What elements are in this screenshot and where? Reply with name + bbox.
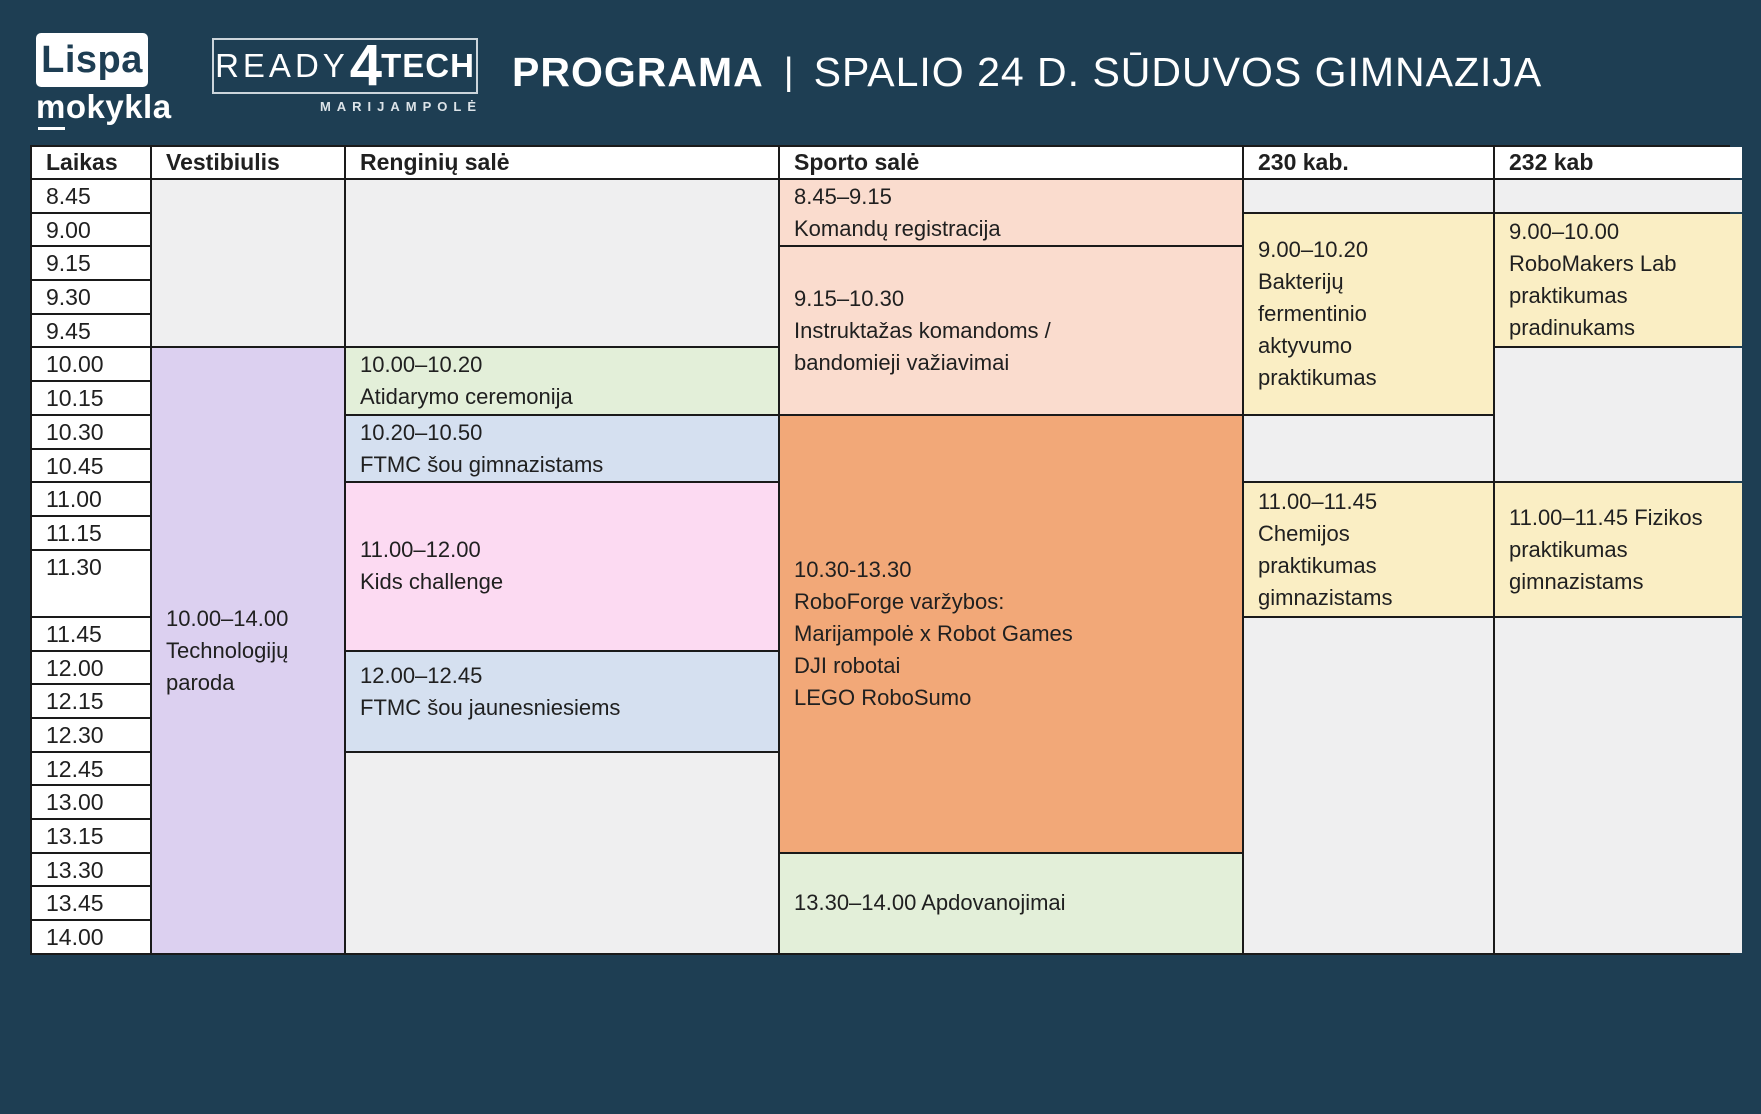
schedule-cell-renginiu-sale-9 — [346, 483, 778, 649]
time-cell-12.45: 12.45 — [32, 753, 150, 785]
schedule-cell-kab-232-5 — [1495, 348, 1742, 481]
time-cell-9.15: 9.15 — [32, 247, 150, 279]
time-cell-9.00: 9.00 — [32, 214, 150, 246]
cell-text-line: Atidarymo ceremonija — [360, 384, 573, 410]
cell-text-line: 12.00–12.45 — [360, 662, 483, 688]
time-cell-12.00: 12.00 — [32, 652, 150, 684]
cell-text-line: 10.20–10.50 — [360, 419, 483, 445]
schedule-cell-kab-230-7 — [1244, 416, 1493, 481]
lispa-logo-box — [36, 33, 148, 87]
cell-text-line: pradinukams — [1509, 315, 1635, 341]
cell-text-line: fermentinio — [1258, 300, 1367, 326]
title-separator: | — [783, 51, 794, 93]
cell-text-line: Kids challenge — [360, 569, 504, 595]
schedule-cell-kab-230-0 — [1244, 180, 1493, 212]
cell-text-line: 11.00–11.45 — [1258, 488, 1378, 514]
time-cell-12.15: 12.15 — [32, 685, 150, 717]
cell-text-line: 9.00–10.00 — [1509, 219, 1620, 245]
cell-text-line: Marijampolė x Robot Games — [794, 620, 1073, 646]
column-header-kab-230: 230 kab. — [1244, 147, 1493, 178]
lispa-logo-text: Lispa — [41, 38, 143, 81]
cell-text-line: bandomieji važiavimai — [794, 349, 1010, 375]
time-cell-8.45: 8.45 — [32, 180, 150, 212]
title-date-location: SPALIO 24 D. SŪDUVOS GIMNAZIJA — [813, 49, 1543, 95]
cell-text-line: DJI robotai — [794, 652, 901, 678]
time-cell-11.15: 11.15 — [32, 517, 150, 549]
time-cell-10.45: 10.45 — [32, 450, 150, 482]
schedule-cell-kab-232-0 — [1495, 180, 1742, 212]
schedule-cell-kab-230-13 — [1244, 618, 1493, 953]
schedule-cell-renginiu-sale-0 — [346, 180, 778, 346]
schedule-cell-renginiu-sale-14 — [346, 652, 778, 751]
cell-text-line: gimnazistams — [1509, 568, 1644, 594]
cell-text-line: praktikumas — [1258, 364, 1377, 390]
cell-text-line: 11.00–11.45 Fizikos — [1509, 504, 1703, 530]
schedule-cell-renginiu-sale-5 — [346, 348, 778, 413]
column-header-renginiu-sale: Renginių salė — [346, 147, 778, 178]
time-cell-12.30: 12.30 — [32, 719, 150, 751]
cell-text-line: Chemijos — [1258, 520, 1350, 546]
schedule-table — [30, 145, 1730, 955]
cell-text-line: FTMC šou gimnazistams — [360, 451, 604, 477]
cell-text-line: RoboForge varžybos: — [794, 588, 1005, 614]
column-header-vestibiulis: Vestibiulis — [152, 147, 344, 178]
cell-text-line: 9.15–10.30 — [794, 285, 905, 311]
poster-header — [0, 0, 1761, 145]
schedule-cell-kab-230-1 — [1244, 214, 1493, 414]
time-cell-11.30: 11.30 — [32, 551, 150, 616]
time-cell-11.00: 11.00 — [32, 483, 150, 515]
column-header-kab-232: 232 kab — [1495, 147, 1742, 178]
cell-text-line: praktikumas — [1509, 283, 1628, 309]
column-header-sporto-sale: Sporto salė — [780, 147, 1242, 178]
time-cell-13.15: 13.15 — [32, 820, 150, 852]
cell-text-line: Komandų registracija — [794, 215, 1001, 241]
cell-text-line: Technologijų — [166, 637, 289, 663]
cell-text-line: 10.30-13.30 — [794, 556, 912, 582]
cell-text-line: 13.30–14.00 Apdovanojimai — [794, 890, 1066, 916]
title-programa: PROGRAMA — [512, 49, 764, 95]
schedule-cell-kab-230-9 — [1244, 483, 1493, 616]
ready4tech-logo-box — [212, 33, 478, 98]
m-underline-mark — [38, 127, 65, 130]
time-cell-10.30: 10.30 — [32, 416, 150, 448]
time-cell-13.00: 13.00 — [32, 786, 150, 818]
ready4tech-logo — [212, 33, 482, 114]
schedule-cell-sporto-sale-7 — [780, 416, 1242, 852]
cell-text-line: aktyvumo — [1258, 332, 1353, 358]
cell-text-line: 10.00–10.20 — [360, 352, 483, 378]
cell-text-line: 11.00–12.00 — [360, 537, 481, 563]
time-cell-13.30: 13.30 — [32, 854, 150, 886]
ready4tech-tech-text: TECH — [381, 47, 475, 84]
cell-text-line: RoboMakers Lab — [1509, 251, 1677, 277]
schedule-cell-sporto-sale-20 — [780, 854, 1242, 953]
schedule-cell-sporto-sale-2 — [780, 247, 1242, 413]
cell-text-line: LEGO RoboSumo — [794, 684, 972, 710]
ready4tech-four-text: 4 — [349, 33, 383, 98]
schedule-cell-vestibiulis-0 — [152, 180, 344, 346]
ready4tech-city-text: MARIJAMPOLĖ — [319, 99, 482, 114]
time-cell-14.00: 14.00 — [32, 921, 150, 953]
cell-text-line: 8.45–9.15 — [794, 183, 892, 209]
cell-text-line: FTMC šou jaunesniesiems — [360, 694, 621, 720]
schedule-cell-kab-232-13 — [1495, 618, 1742, 953]
lispa-logo-subtext: mokykla — [36, 88, 156, 126]
cell-text-line: Bakterijų — [1258, 268, 1344, 294]
time-cell-13.45: 13.45 — [32, 887, 150, 919]
schedule-cell-sporto-sale-0 — [780, 180, 1242, 245]
time-cell-10.00: 10.00 — [32, 348, 150, 380]
cell-text-line: praktikumas — [1258, 552, 1377, 578]
time-cell-11.45: 11.45 — [32, 618, 150, 650]
schedule-cell-renginiu-sale-17 — [346, 753, 778, 953]
schedule-cell-renginiu-sale-7 — [346, 416, 778, 481]
time-cell-10.15: 10.15 — [32, 382, 150, 414]
time-cell-9.45: 9.45 — [32, 315, 150, 347]
ready4tech-ready-text: READY — [215, 47, 349, 84]
cell-text-line: paroda — [166, 669, 235, 695]
time-cell-9.30: 9.30 — [32, 281, 150, 313]
schedule-cell-kab-232-9 — [1495, 483, 1742, 616]
cell-text-line: praktikumas — [1509, 536, 1628, 562]
cell-text-line: 10.00–14.00 — [166, 605, 289, 631]
page-title — [512, 0, 1542, 145]
cell-text-line: Instruktažas komandoms / — [794, 317, 1051, 343]
lispa-mokykla-logo — [36, 33, 172, 126]
schedule-cell-kab-232-1 — [1495, 214, 1742, 347]
cell-text-line: gimnazistams — [1258, 584, 1393, 610]
schedule-cell-vestibiulis-5 — [152, 348, 344, 952]
cell-text-line: 9.00–10.20 — [1258, 236, 1369, 262]
column-header-laikas: Laikas — [32, 147, 150, 178]
